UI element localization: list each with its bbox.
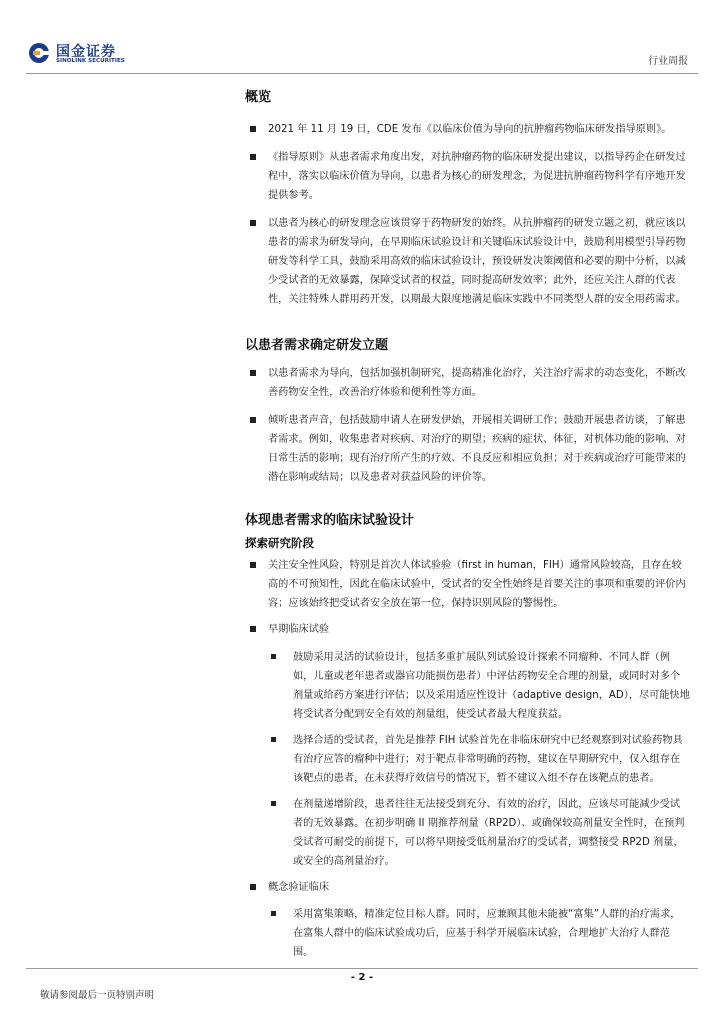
poc-trial-subitem: 采用富集策略，精准定位目标人群。同时，应兼顾其他未能被“富集”人群的治疗需求，在富集人群中的临床试验成功后，应基于科学开展临床试验，合理地扩大治疗人群范围。 <box>245 905 690 962</box>
page-number: - 2 - <box>350 972 374 983</box>
overview-item: 《指导原则》从患者需求角度出发，对抗肿瘤药物的临床研发提出建议，以指导药企在研发过程中，落实以临床价值为导向，以患者为核心的研发理念，为促进抗肿瘤药物科学有序地开发提供参考。 <box>245 148 690 205</box>
sinolink-logo-icon <box>28 42 50 64</box>
safety-risk-item: 关注安全性风险，特别是首次人体试验验（first in human，FIH）通常风险较高，且存在较高的不可预知性，因此在临床试验中，受试者的安全性始终是首要关注的事项和重要的评价内容；应该始终把受试者安全放在第一位，保持识别风险的警惕性。 <box>245 556 690 613</box>
overview-item: 以患者为核心的研发理念应该贯穿于药物研发的始终。从抗肿瘤药的研发立题之初，就应该以患者的需求为研发导向，在早期临床试验设计和关键临床试验设计中，鼓励利用模型引导药物研发等科学工具，鼓励采用高效的临床试验设计，预设研发决策阈值和必要的期中分析，以减少受试者的无效暴露，保障受试者的权益，同时提高研发效率；此外，还应关注人群的代表性，关注特殊人群用药开发，以期最大限度地满足临床实践中不同类型人群的安全用药需求。 <box>245 214 690 309</box>
patient-needs-list <box>245 364 690 487</box>
overview-section-title-wrap <box>245 88 690 109</box>
early-trial-subitem: 鼓励采用灵活的试验设计，包括多重扩展队列试验设计探索不同瘤种、不同人群（例如，儿童或老年患者或器官功能损伤患者）中评估药物安全合理的剂量，或同时对多个剂量或给药方案进行评估；以及采用适应性设计（adaptive design，AD），尽可能快地将受试者分配到安全有效的剂量组，使受试者最大程度获益。 <box>245 648 690 724</box>
early-trial-subitem: 在剂量递增阶段，患者往往无法接受到充分、有效的治疗，因此，应该尽可能减少受试者的无效暴露。在初步明确 II 期推荐剂量（RP2D）、或确保较高剂量安全性时，在预判受试者可耐受的前提下，可以将早期接受低剂量治疗的受试者，调整接受 RP2D 剂量，或安全的高剂量治疗。 <box>245 795 690 871</box>
overview-section-title: 概览 <box>245 90 272 105</box>
overview-item: 2021 年 11 月 19 日，CDE 发布《以临床价值为导向的抗肿瘤药物临床研发指导原则》。 <box>245 120 690 139</box>
patient-needs-section-title: 以患者需求确定研发立题 <box>245 338 389 353</box>
header-divider <box>26 73 698 74</box>
overview-list <box>245 120 690 309</box>
early-trial-subitem: 选择合适的受试者，首先是推荐 FIH 试验首先在非临床研究中已经观察到对试验药物具有治疗应答的瘤种中进行；对于靶点非常明确的药物，建议在早期研究中，仅入组存在该靶点的患者，在未获得疗效信号的情况下，暂不建议入组不存在该靶点的患者。 <box>245 731 690 788</box>
logo-english-name: SINOLINK SECURITIES <box>56 58 125 64</box>
company-logo <box>28 40 148 70</box>
patient-needs-item: 倾听患者声音，包括鼓励申请人在研发伊始，开展相关调研工作；鼓励开展患者访谈，了解患者需求。例如，收集患者对疾病、对治疗的期望；疾病的症状、体征，对机体功能的影响、对日常生活的影响；现有治疗所产生的疗效、不良反应和相应负担；对于疾病或治疗可能带来的潜在影响或结局；以及患者对获益风险的评价等。 <box>245 411 690 487</box>
trial-design-section-title: 体现患者需求的临床试验设计 <box>245 513 415 528</box>
page-header <box>0 0 724 80</box>
logo-chinese-name: 国金证券 <box>56 44 116 60</box>
early-trial-item: 早期临床试验 <box>245 620 690 639</box>
poc-trial-item: 概念验证临床 <box>245 878 690 897</box>
main-content <box>245 88 690 962</box>
trial-design-list <box>245 556 690 962</box>
report-type-label: 行业周报 <box>648 56 688 67</box>
disclaimer-text: 敬请参阅最后一页特别声明 <box>40 990 155 1001</box>
patient-needs-item: 以患者需求为导向，包括加强机制研究，提高精准化治疗，关注治疗需求的动态变化，不断改善药物安全性，改善治疗体验和便利性等方面。 <box>245 364 690 402</box>
exploration-stage-subtitle: 探索研究阶段 <box>245 536 314 550</box>
footer-divider <box>26 968 698 969</box>
